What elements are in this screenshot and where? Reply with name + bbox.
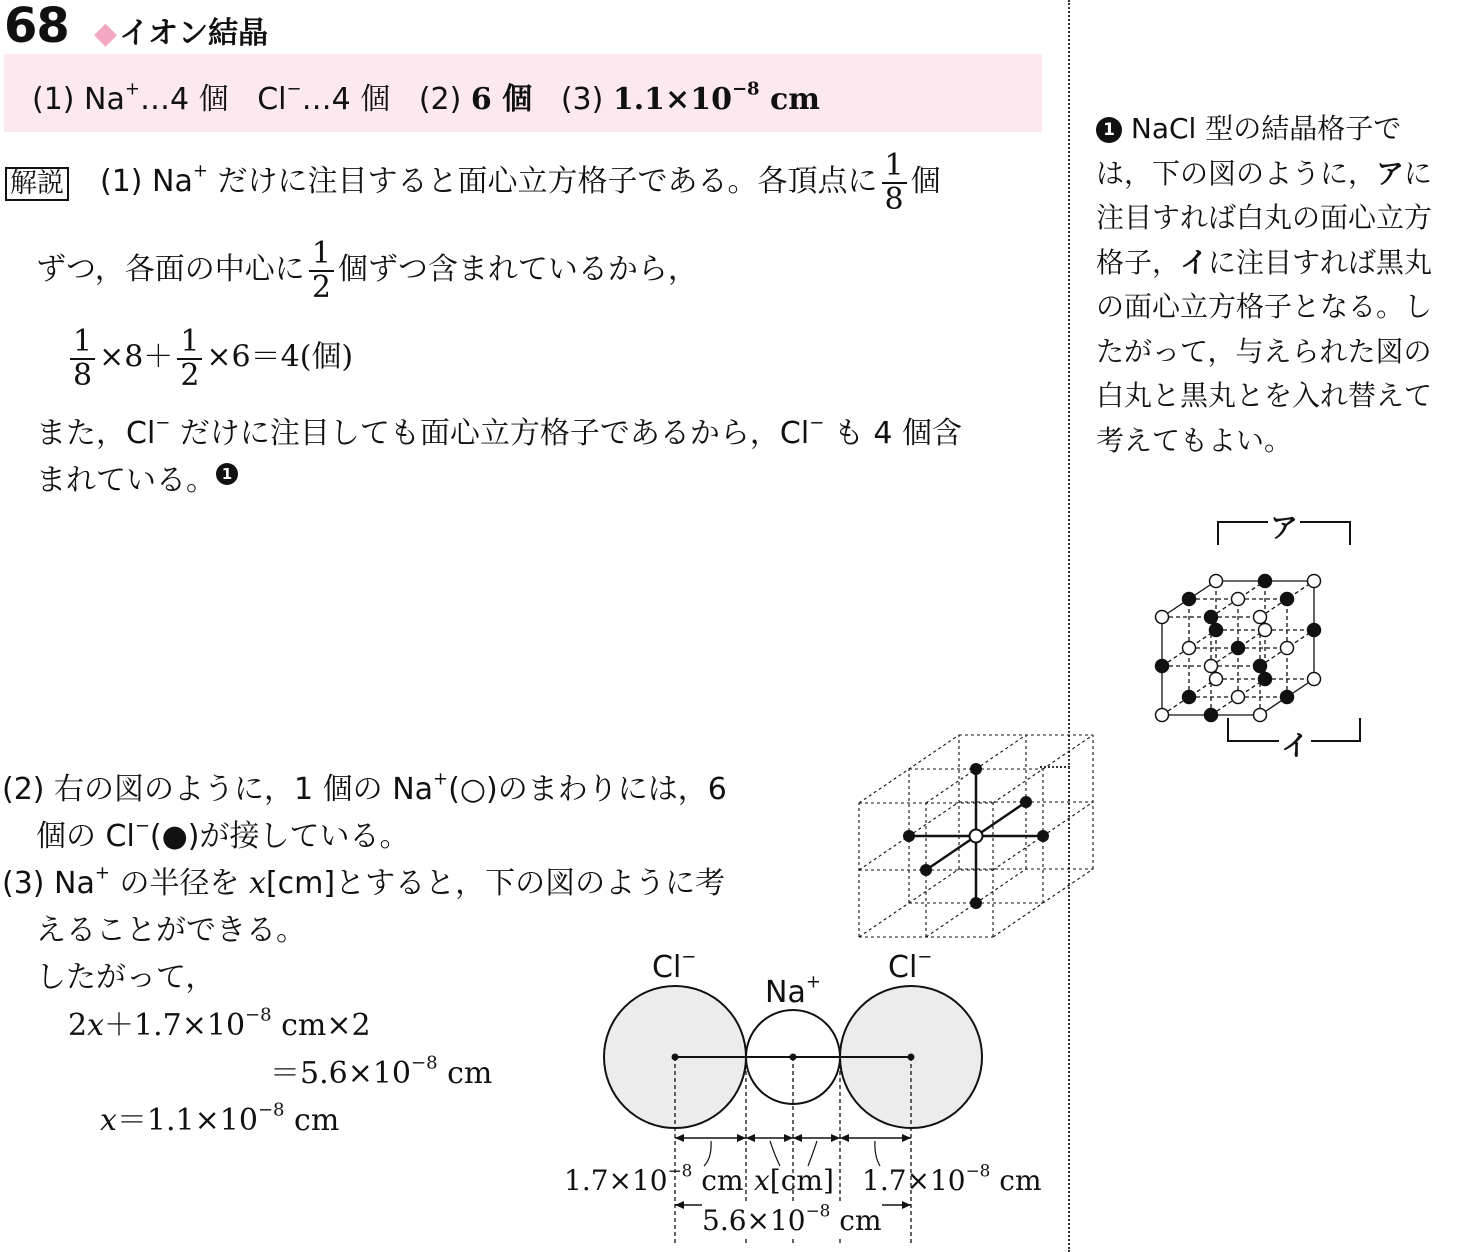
arrow-head [675,1201,684,1209]
side-note-ref-icon: 1 [1096,117,1122,143]
dim-total: $5.6\times 10^{-8}$ cm [702,1200,882,1237]
arrow-head [784,1134,793,1142]
part3-equation-1: $2x+1.7\times 10^{-8}$ cm×2 [68,1004,371,1043]
lattice-label-i: イ [1279,724,1311,764]
answer-p3-value: $1.1\times 10^{-8}$ cm [612,78,821,117]
arrow-head [675,1134,684,1142]
answer-na-count: …4 個 [139,82,229,117]
answer-cl-sup: − [286,78,302,100]
arrow-head [746,1134,755,1142]
part3-line-3: したがって， [36,960,216,995]
label-cl-left: Cl− [652,946,697,985]
answer-na: Na [84,82,125,117]
arrow-head [793,1134,802,1142]
footnote-ref-icon: 1 [216,463,238,485]
leader-line [808,1141,817,1166]
explanation-tag: 解説 [5,167,69,201]
answer-cl-count: …4 個 [301,82,391,117]
leader-line [704,1141,711,1166]
explanation-line-1: (1) Na+ だけに注目すると面心立方格子である。各頂点に $\frac{1}{8}$ 個 [100,148,941,217]
dim-right: $1.7\times 10^{-8}$ cm [862,1160,1042,1197]
answer-p3-mark: (3) [560,82,604,117]
leader-line [875,1141,880,1166]
answer-p1-mark: (1) [32,82,75,117]
title-text: イオン結晶 [119,16,269,51]
side-note: 1 NaCl 型の結晶格子では，下の図のように，アに注目すれば白丸の面心立方格子，イに注目すれば黒丸の面心立方格子となる。したがって，与えられた図の白丸と黒丸とを入れ替えて考えてもよい。 [1096,112,1433,457]
answer-p2-mark: (2) [418,82,462,117]
explanation-line-2: ずつ，各面の中心に $\frac{1}{2}$ 個ずつ含まれているから， [36,236,698,305]
explanation-line-4: また，Cl− だけに注目しても面心立方格子であるから，Cl− も 4 個含 [36,412,963,451]
part3-line-2: えることができる。 [36,913,306,948]
dim-left: $1.7\times 10^{-8}$ cm [564,1160,744,1197]
arrow-head [831,1134,840,1142]
lattice-label-a: ア [1268,506,1300,546]
part2-line-1: (2) 右の図のように，1 個の Na+(○)のまわりには，6 [2,768,727,807]
answer-cl: Cl [257,82,287,117]
label-na: Na+ [765,971,821,1010]
part3-equation-3: $x=1.1\times 10^{-8}$ cm [100,1099,340,1138]
part3-line-1: (3) Na+ の半径を x[cm]とすると，下の図のように考 [2,862,726,901]
problem-number: 68 [4,0,69,54]
part2-line-2: 個の Cl−(●)が接している。 [36,815,410,854]
dim-middle: x[cm] [754,1164,834,1197]
arrow-head [902,1134,911,1142]
fraction-one-half: $\frac{1}{2}$ [309,238,334,303]
diamond-icon: ◆ [94,16,118,51]
arrow-head [840,1134,849,1142]
explanation-line-5: まれている。 1 [36,455,238,499]
fraction-one-eighth: $\frac{1}{8}$ [882,150,907,215]
answer-p2-value: 6 個 [470,82,533,117]
answer-na-sup: + [124,78,140,100]
label-cl-right: Cl− [888,946,933,985]
part3-equation-2: $=5.6\times 10^{-8}$ cm [270,1052,493,1091]
leader-line [770,1141,780,1166]
arrow-head [737,1134,746,1142]
arrow-head [902,1201,911,1209]
explanation-equation: $\frac{1}{8}$ ×8＋ $\frac{1}{2}$ ×6＝4(個) [66,326,353,391]
